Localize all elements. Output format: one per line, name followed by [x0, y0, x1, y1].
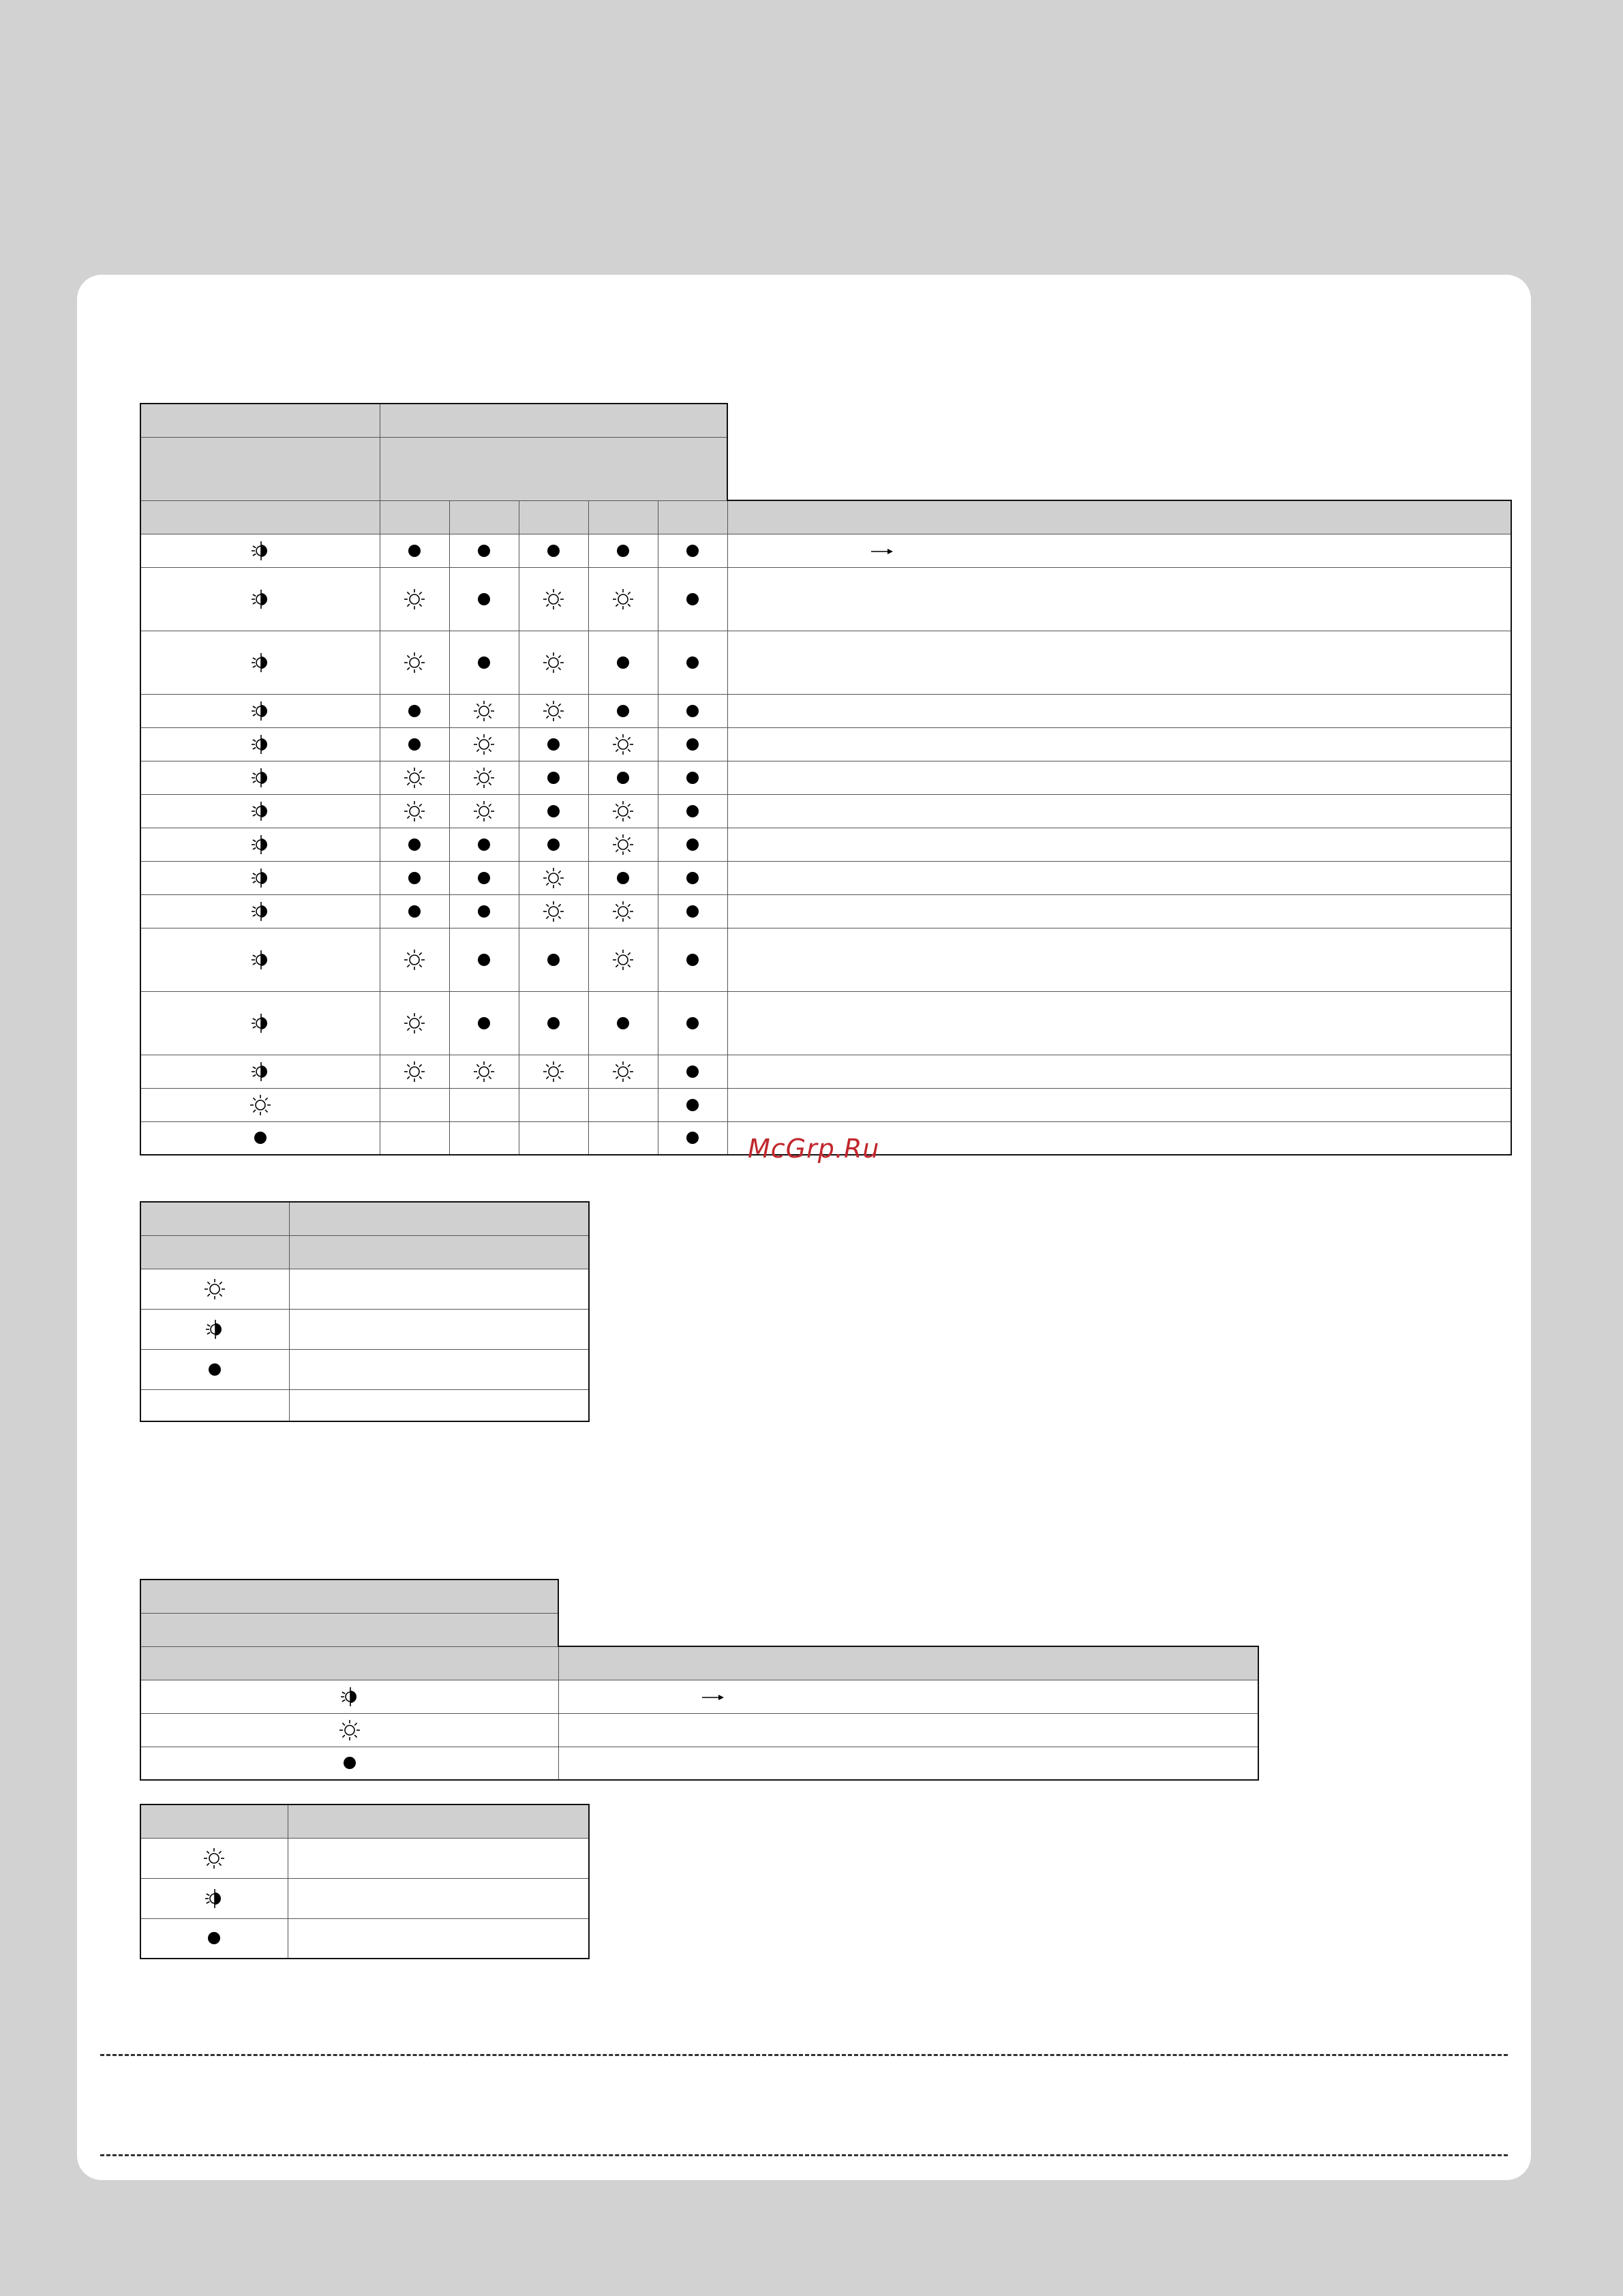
indicator-cell — [380, 861, 449, 894]
off-icon — [681, 900, 704, 923]
lit-icon — [403, 766, 426, 789]
blink-icon — [249, 948, 272, 971]
lit-icon — [472, 766, 496, 789]
indicator-cell — [449, 761, 519, 794]
lit-icon — [542, 900, 565, 923]
off-icon — [472, 948, 496, 971]
lit-icon — [403, 1012, 426, 1035]
description-cell — [727, 761, 1511, 794]
right-arrow-icon — [702, 1693, 724, 1702]
indicator-cell — [380, 761, 449, 794]
header-cell — [140, 1580, 558, 1613]
off-icon — [472, 900, 496, 923]
blink-icon — [249, 539, 272, 562]
indicator-cell — [519, 894, 588, 928]
off-icon — [681, 1093, 704, 1117]
off-icon — [542, 948, 565, 971]
legend-description-cell — [289, 1389, 589, 1421]
indicator-cell — [658, 828, 727, 861]
off-icon — [472, 833, 496, 856]
lit-icon — [542, 1060, 565, 1083]
indicator-cell — [449, 1088, 519, 1121]
blink-icon — [249, 1012, 272, 1035]
header-cell — [140, 404, 380, 437]
lit-icon — [472, 733, 496, 756]
legend-description-cell — [289, 1309, 589, 1349]
indicator-cell — [380, 991, 449, 1055]
header-cell — [727, 500, 1511, 534]
indicator-cell — [380, 1055, 449, 1088]
off-icon — [681, 866, 704, 890]
lit-icon — [611, 900, 635, 923]
off-icon — [681, 1060, 704, 1083]
lit-icon — [472, 800, 496, 823]
indicator-cell — [588, 991, 658, 1055]
header-cell — [140, 1613, 558, 1646]
lit-icon — [542, 699, 565, 723]
indicator-cell — [588, 761, 658, 794]
header-cell — [380, 437, 727, 500]
indicator-cell — [658, 1088, 727, 1121]
indicator-cell — [588, 631, 658, 694]
indicator-cell — [380, 567, 449, 631]
header-cell — [140, 1646, 558, 1680]
off-icon — [542, 539, 565, 562]
table-row — [140, 1055, 1511, 1088]
legend-row — [140, 1838, 589, 1878]
off-icon — [542, 766, 565, 789]
indicator-cell — [519, 567, 588, 631]
indicator-cell — [449, 828, 519, 861]
description-cell — [558, 1680, 1258, 1713]
description-cell — [727, 1055, 1511, 1088]
header-cell — [140, 1804, 288, 1838]
off-icon — [403, 699, 426, 723]
indicator-cell — [519, 727, 588, 761]
legend-description-cell — [289, 1269, 589, 1309]
indicator-cell — [658, 534, 727, 567]
description-cell — [727, 727, 1511, 761]
indicator-cell — [588, 1121, 658, 1155]
off-icon — [681, 539, 704, 562]
right-arrow-icon — [871, 547, 893, 556]
indicator-cell — [449, 1055, 519, 1088]
indicator-cell — [658, 761, 727, 794]
legend-description-cell — [288, 1878, 589, 1918]
off-icon — [403, 539, 426, 562]
indicator-cell — [519, 861, 588, 894]
table-row — [140, 1680, 1258, 1713]
status-cell — [140, 861, 380, 894]
indicator-cell — [588, 534, 658, 567]
indicator-cell — [449, 861, 519, 894]
off-icon — [203, 1358, 226, 1381]
off-icon — [472, 539, 496, 562]
indicator-cell — [380, 794, 449, 828]
off-icon — [681, 699, 704, 723]
lit-icon — [203, 1278, 226, 1301]
indicator-cell — [380, 534, 449, 567]
legend-description-cell — [288, 1838, 589, 1878]
header-cell — [140, 1235, 289, 1269]
off-icon — [681, 1012, 704, 1035]
legend-row — [140, 1309, 589, 1349]
legend-symbol-cell — [140, 1878, 288, 1918]
legend-row — [140, 1269, 589, 1309]
description-cell — [727, 694, 1511, 727]
indicator-cell — [658, 794, 727, 828]
indicator-cell — [588, 567, 658, 631]
lit-icon — [472, 1060, 496, 1083]
indicator-cell — [588, 894, 658, 928]
lit-icon — [611, 588, 635, 611]
indicator-cell — [588, 727, 658, 761]
indicator-cell — [658, 631, 727, 694]
lit-icon — [202, 1847, 226, 1870]
indicator-cell — [449, 631, 519, 694]
indicator-cell — [658, 567, 727, 631]
off-icon — [681, 800, 704, 823]
blink-icon — [249, 800, 272, 823]
off-icon — [681, 766, 704, 789]
header-cell — [380, 404, 727, 437]
table-row — [140, 991, 1511, 1055]
lit-icon — [403, 948, 426, 971]
blink-icon — [249, 733, 272, 756]
cut-line — [100, 2054, 1508, 2056]
indicator-cell — [519, 828, 588, 861]
description-cell — [727, 861, 1511, 894]
blink-icon — [202, 1887, 226, 1910]
off-icon — [403, 866, 426, 890]
off-icon — [403, 833, 426, 856]
off-icon — [681, 833, 704, 856]
header-cell — [140, 500, 380, 534]
status-cell — [140, 761, 380, 794]
watermark: McGrp.Ru — [748, 1134, 880, 1164]
status-cell — [140, 928, 380, 991]
status-cell — [140, 1713, 558, 1747]
indicator-cell — [519, 1055, 588, 1088]
description-cell — [727, 1088, 1511, 1121]
off-icon — [249, 1126, 272, 1149]
legend-symbol-cell — [140, 1269, 289, 1309]
off-icon — [681, 1126, 704, 1149]
off-icon — [542, 833, 565, 856]
status-cell — [140, 631, 380, 694]
lit-icon — [542, 866, 565, 890]
status-cell — [140, 1055, 380, 1088]
indicator-cell — [380, 928, 449, 991]
blink-icon — [249, 833, 272, 856]
blink-icon — [249, 651, 272, 674]
status-cell — [140, 1121, 380, 1155]
indicator-cell — [519, 928, 588, 991]
description-cell — [727, 991, 1511, 1055]
header-cell — [380, 500, 449, 534]
description-cell — [727, 928, 1511, 991]
indicator-cell — [588, 928, 658, 991]
indicator-cell — [658, 928, 727, 991]
indicator-cell — [658, 1121, 727, 1155]
indicator-cell — [588, 828, 658, 861]
legend-row — [140, 1918, 589, 1959]
indicator-cell — [588, 794, 658, 828]
indicator-cell — [519, 991, 588, 1055]
cut-line — [100, 2154, 1508, 2156]
legend-symbol-cell — [140, 1838, 288, 1878]
indicator-cell — [449, 928, 519, 991]
status-cell — [140, 991, 380, 1055]
off-icon — [611, 539, 635, 562]
status-cell — [140, 894, 380, 928]
header-cell — [658, 500, 727, 534]
status-cell — [140, 1088, 380, 1121]
lit-icon — [403, 588, 426, 611]
lit-icon — [611, 833, 635, 856]
indicator-cell — [519, 1088, 588, 1121]
off-icon — [403, 733, 426, 756]
header-cell — [519, 500, 588, 534]
lit-icon — [338, 1719, 361, 1742]
legend-symbol-cell — [140, 1389, 289, 1421]
indicator-cell — [449, 794, 519, 828]
indicator-cell — [519, 761, 588, 794]
legend-description-cell — [288, 1918, 589, 1959]
indicator-cell — [519, 534, 588, 567]
status-cell — [140, 567, 380, 631]
table-row — [140, 894, 1511, 928]
indicator-cell — [588, 861, 658, 894]
lit-icon — [611, 800, 635, 823]
lit-icon — [611, 1060, 635, 1083]
status-cell — [140, 1680, 558, 1713]
off-icon — [681, 588, 704, 611]
status-cell — [140, 1747, 558, 1780]
off-icon — [681, 651, 704, 674]
legend-row — [140, 1349, 589, 1389]
status-cell — [140, 794, 380, 828]
indicator-cell — [449, 1121, 519, 1155]
off-icon — [472, 651, 496, 674]
off-icon — [472, 866, 496, 890]
off-icon — [542, 733, 565, 756]
indicator-cell — [658, 861, 727, 894]
indicator-cell — [519, 794, 588, 828]
header-cell — [588, 500, 658, 534]
indicator-cell — [380, 828, 449, 861]
blink-icon — [249, 866, 272, 890]
description-cell — [727, 794, 1511, 828]
description-cell — [727, 828, 1511, 861]
indicator-cell — [449, 991, 519, 1055]
off-icon — [611, 699, 635, 723]
legend-table-2 — [140, 1804, 590, 1959]
off-icon — [472, 588, 496, 611]
table-row — [140, 828, 1511, 861]
secondary-status-table — [140, 1579, 1259, 1781]
off-icon — [681, 733, 704, 756]
indicator-status-table — [140, 403, 1512, 1155]
lit-icon — [542, 651, 565, 674]
table-row — [140, 727, 1511, 761]
indicator-cell — [380, 727, 449, 761]
indicator-cell — [449, 694, 519, 727]
indicator-cell — [658, 991, 727, 1055]
indicator-cell — [658, 694, 727, 727]
description-cell — [727, 534, 1511, 567]
indicator-cell — [658, 894, 727, 928]
lit-icon — [403, 1060, 426, 1083]
lit-icon — [403, 651, 426, 674]
lit-icon — [611, 733, 635, 756]
off-icon — [611, 651, 635, 674]
description-cell — [558, 1713, 1258, 1747]
indicator-cell — [380, 894, 449, 928]
legend-table-1 — [140, 1201, 590, 1422]
table-row — [140, 567, 1511, 631]
indicator-cell — [519, 631, 588, 694]
legend-symbol-cell — [140, 1309, 289, 1349]
table-row — [140, 761, 1511, 794]
off-icon — [403, 900, 426, 923]
indicator-cell — [380, 694, 449, 727]
table-row — [140, 1088, 1511, 1121]
blink-icon — [338, 1685, 361, 1708]
legend-description-cell — [289, 1349, 589, 1389]
off-icon — [542, 800, 565, 823]
description-cell — [727, 631, 1511, 694]
indicator-cell — [449, 567, 519, 631]
off-icon — [681, 948, 704, 971]
lit-icon — [249, 1093, 272, 1117]
header-cell — [140, 1202, 289, 1235]
blink-icon — [249, 1060, 272, 1083]
blink-icon — [249, 588, 272, 611]
off-icon — [611, 1012, 635, 1035]
off-icon — [542, 1012, 565, 1035]
header-cell — [558, 1646, 1258, 1680]
description-cell — [558, 1747, 1258, 1780]
indicator-cell — [380, 1088, 449, 1121]
indicator-cell — [449, 727, 519, 761]
header-cell — [289, 1235, 589, 1269]
lit-icon — [542, 588, 565, 611]
header-cell — [288, 1804, 589, 1838]
off-icon — [611, 866, 635, 890]
indicator-cell — [449, 894, 519, 928]
table-row — [140, 1713, 1258, 1747]
header-cell — [140, 437, 380, 500]
indicator-cell — [588, 694, 658, 727]
table-row — [140, 794, 1511, 828]
status-cell — [140, 727, 380, 761]
table-row — [140, 534, 1511, 567]
lit-icon — [611, 948, 635, 971]
status-cell — [140, 694, 380, 727]
indicator-cell — [588, 1055, 658, 1088]
table-row — [140, 1747, 1258, 1780]
description-cell — [727, 567, 1511, 631]
off-icon — [611, 766, 635, 789]
indicator-cell — [658, 1055, 727, 1088]
legend-symbol-cell — [140, 1918, 288, 1959]
off-icon — [202, 1927, 226, 1950]
legend-row — [140, 1389, 589, 1421]
header-cell — [449, 500, 519, 534]
indicator-cell — [449, 534, 519, 567]
table-row — [140, 928, 1511, 991]
legend-symbol-cell — [140, 1349, 289, 1389]
blink-icon — [249, 900, 272, 923]
indicator-cell — [588, 1088, 658, 1121]
status-cell — [140, 828, 380, 861]
status-cell — [140, 534, 380, 567]
blink-icon — [249, 766, 272, 789]
table-row — [140, 694, 1511, 727]
table-row — [140, 631, 1511, 694]
indicator-cell — [380, 631, 449, 694]
indicator-cell — [380, 1121, 449, 1155]
off-icon — [472, 1012, 496, 1035]
description-cell — [727, 894, 1511, 928]
lit-icon — [403, 800, 426, 823]
header-cell — [289, 1202, 589, 1235]
blink-icon — [203, 1318, 226, 1341]
off-icon — [338, 1751, 361, 1774]
indicator-cell — [519, 694, 588, 727]
blink-icon — [249, 699, 272, 723]
lit-icon — [472, 699, 496, 723]
table-row — [140, 861, 1511, 894]
indicator-cell — [658, 727, 727, 761]
legend-row — [140, 1878, 589, 1918]
indicator-cell — [519, 1121, 588, 1155]
